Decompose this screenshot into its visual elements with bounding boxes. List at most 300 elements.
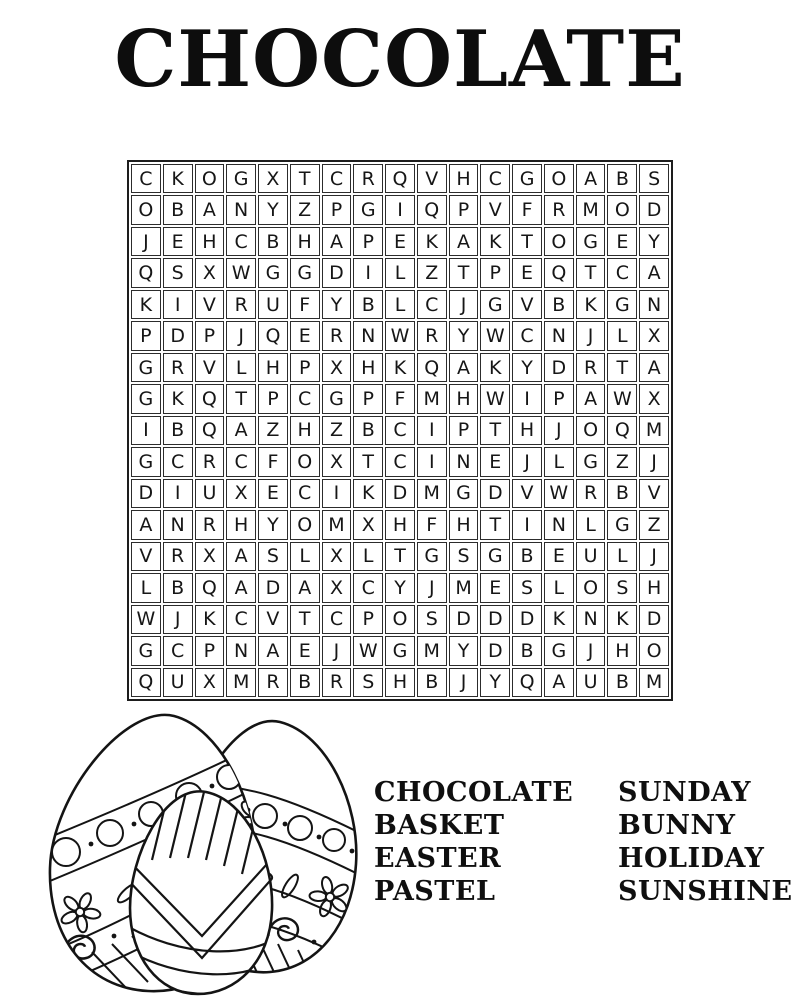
grid-cell-r15c3: K — [195, 605, 225, 634]
grid-cell-r2c3: A — [195, 195, 225, 224]
grid-cell-r5c6: F — [290, 290, 320, 319]
grid-cell-r11c15: R — [576, 479, 606, 508]
grid-cell-r1c3: O — [195, 164, 225, 193]
word-list-item: HOLIDAY — [618, 843, 765, 874]
grid-cell-r4c15: T — [576, 258, 606, 287]
grid-cell-r13c2: R — [163, 542, 193, 571]
grid-cell-r1c4: G — [226, 164, 256, 193]
grid-cell-r3c2: E — [163, 227, 193, 256]
grid-cell-r1c7: C — [322, 164, 352, 193]
grid-cell-r10c12: E — [480, 447, 510, 476]
grid-cell-r13c4: A — [226, 542, 256, 571]
grid-cell-r9c3: Q — [195, 416, 225, 445]
grid-cell-r3c14: O — [544, 227, 574, 256]
grid-cell-r7c7: X — [322, 353, 352, 382]
grid-cell-r7c2: R — [163, 353, 193, 382]
grid-cell-r1c6: T — [290, 164, 320, 193]
grid-cell-r6c8: N — [353, 321, 383, 350]
grid-cell-r12c15: L — [576, 510, 606, 539]
grid-cell-r15c17: D — [639, 605, 669, 634]
grid-cell-r7c15: R — [576, 353, 606, 382]
grid-cell-r13c15: U — [576, 542, 606, 571]
grid-cell-r13c3: X — [195, 542, 225, 571]
grid-cell-r13c16: L — [607, 542, 637, 571]
grid-cell-r15c13: D — [512, 605, 542, 634]
grid-cell-r13c1: V — [131, 542, 161, 571]
grid-cell-r6c1: P — [131, 321, 161, 350]
grid-cell-r12c7: M — [322, 510, 352, 539]
grid-cell-r10c8: T — [353, 447, 383, 476]
grid-cell-r4c13: E — [512, 258, 542, 287]
grid-cell-r10c10: I — [417, 447, 447, 476]
grid-cell-r6c7: R — [322, 321, 352, 350]
grid-cell-r4c6: G — [290, 258, 320, 287]
grid-cell-r15c14: K — [544, 605, 574, 634]
grid-cell-r9c4: A — [226, 416, 256, 445]
grid-cell-r7c1: G — [131, 353, 161, 382]
grid-cell-r16c11: Y — [449, 636, 479, 665]
grid-cell-r17c16: B — [607, 668, 637, 697]
grid-cell-r7c13: Y — [512, 353, 542, 382]
grid-cell-r12c13: I — [512, 510, 542, 539]
grid-cell-r8c11: H — [449, 384, 479, 413]
grid-cell-r14c7: X — [322, 573, 352, 602]
grid-cell-r17c15: U — [576, 668, 606, 697]
grid-cell-r4c5: G — [258, 258, 288, 287]
grid-cell-r6c5: Q — [258, 321, 288, 350]
grid-cell-r3c3: H — [195, 227, 225, 256]
grid-cell-r7c11: A — [449, 353, 479, 382]
grid-cell-r11c2: I — [163, 479, 193, 508]
grid-cell-r7c17: A — [639, 353, 669, 382]
grid-cell-r2c11: P — [449, 195, 479, 224]
grid-cell-r9c9: C — [385, 416, 415, 445]
grid-cell-r6c17: X — [639, 321, 669, 350]
grid-cell-r7c16: T — [607, 353, 637, 382]
grid-cell-r5c12: G — [480, 290, 510, 319]
grid-cell-r14c1: L — [131, 573, 161, 602]
grid-cell-r7c5: H — [258, 353, 288, 382]
grid-cell-r12c8: X — [353, 510, 383, 539]
word-list-column-1 — [374, 776, 618, 908]
grid-cell-r8c6: C — [290, 384, 320, 413]
grid-cell-r6c4: J — [226, 321, 256, 350]
grid-cell-r10c7: X — [322, 447, 352, 476]
grid-cell-r14c10: J — [417, 573, 447, 602]
grid-cell-r2c16: O — [607, 195, 637, 224]
grid-cell-r13c6: L — [290, 542, 320, 571]
grid-cell-r15c12: D — [480, 605, 510, 634]
grid-cell-r3c11: A — [449, 227, 479, 256]
grid-cell-r2c8: G — [353, 195, 383, 224]
grid-cell-r5c11: J — [449, 290, 479, 319]
grid-cell-r8c8: P — [353, 384, 383, 413]
grid-cell-r5c1: K — [131, 290, 161, 319]
grid-cell-r13c5: S — [258, 542, 288, 571]
grid-cell-r12c5: Y — [258, 510, 288, 539]
grid-cell-r17c8: S — [353, 668, 383, 697]
grid-cell-r3c13: T — [512, 227, 542, 256]
grid-cell-r2c13: F — [512, 195, 542, 224]
grid-cell-r5c14: B — [544, 290, 574, 319]
grid-cell-r3c15: G — [576, 227, 606, 256]
grid-cell-r10c5: F — [258, 447, 288, 476]
grid-cell-r6c14: N — [544, 321, 574, 350]
grid-cell-r9c2: B — [163, 416, 193, 445]
grid-cell-r4c12: P — [480, 258, 510, 287]
grid-cell-r3c16: E — [607, 227, 637, 256]
grid-cell-r16c2: C — [163, 636, 193, 665]
grid-cell-r15c15: N — [576, 605, 606, 634]
grid-cell-r13c13: B — [512, 542, 542, 571]
grid-cell-r11c7: I — [322, 479, 352, 508]
grid-cell-r2c1: O — [131, 195, 161, 224]
grid-cell-r5c3: V — [195, 290, 225, 319]
grid-cell-r13c11: S — [449, 542, 479, 571]
grid-cell-r16c10: M — [417, 636, 447, 665]
grid-cell-r3c17: Y — [639, 227, 669, 256]
grid-cell-r4c9: L — [385, 258, 415, 287]
grid-cell-r10c3: R — [195, 447, 225, 476]
grid-cell-r6c15: J — [576, 321, 606, 350]
grid-cell-r16c7: J — [322, 636, 352, 665]
grid-cell-r2c14: R — [544, 195, 574, 224]
grid-cell-r4c8: I — [353, 258, 383, 287]
grid-cell-r15c7: C — [322, 605, 352, 634]
grid-cell-r14c17: H — [639, 573, 669, 602]
grid-cell-r1c9: Q — [385, 164, 415, 193]
grid-cell-r16c14: G — [544, 636, 574, 665]
grid-cell-r8c9: F — [385, 384, 415, 413]
grid-cell-r1c10: V — [417, 164, 447, 193]
grid-cell-r1c15: A — [576, 164, 606, 193]
grid-cell-r14c6: A — [290, 573, 320, 602]
grid-cell-r13c9: T — [385, 542, 415, 571]
grid-cell-r13c7: X — [322, 542, 352, 571]
grid-cell-r7c10: Q — [417, 353, 447, 382]
grid-cell-r15c11: D — [449, 605, 479, 634]
grid-cell-r10c13: J — [512, 447, 542, 476]
word-list-item: BUNNY — [618, 810, 736, 841]
grid-cell-r6c2: D — [163, 321, 193, 350]
grid-cell-r15c6: T — [290, 605, 320, 634]
grid-cell-r14c5: D — [258, 573, 288, 602]
grid-cell-r14c15: O — [576, 573, 606, 602]
grid-cell-r1c14: O — [544, 164, 574, 193]
grid-cell-r9c13: H — [512, 416, 542, 445]
grid-cell-r5c15: K — [576, 290, 606, 319]
grid-cell-r7c8: H — [353, 353, 383, 382]
grid-cell-r2c12: V — [480, 195, 510, 224]
grid-cell-r14c2: B — [163, 573, 193, 602]
grid-cell-r17c4: M — [226, 668, 256, 697]
grid-cell-r12c4: H — [226, 510, 256, 539]
grid-cell-r16c17: O — [639, 636, 669, 665]
grid-cell-r3c7: A — [322, 227, 352, 256]
grid-cell-r6c12: W — [480, 321, 510, 350]
grid-cell-r12c3: R — [195, 510, 225, 539]
grid-cell-r6c10: R — [417, 321, 447, 350]
grid-cell-r15c5: V — [258, 605, 288, 634]
grid-cell-r17c6: B — [290, 668, 320, 697]
word-list — [374, 776, 793, 908]
grid-cell-r14c3: Q — [195, 573, 225, 602]
grid-cell-r16c16: H — [607, 636, 637, 665]
grid-cell-r16c4: N — [226, 636, 256, 665]
grid-cell-r7c14: D — [544, 353, 574, 382]
word-search-grid — [127, 160, 673, 701]
grid-cell-r11c12: D — [480, 479, 510, 508]
grid-cell-r5c8: B — [353, 290, 383, 319]
grid-cell-r5c13: V — [512, 290, 542, 319]
grid-cell-r1c2: K — [163, 164, 193, 193]
grid-cell-r8c15: A — [576, 384, 606, 413]
grid-cell-r1c8: R — [353, 164, 383, 193]
grid-cell-r6c13: C — [512, 321, 542, 350]
grid-cell-r10c15: G — [576, 447, 606, 476]
grid-cell-r8c4: T — [226, 384, 256, 413]
grid-cell-r4c1: Q — [131, 258, 161, 287]
grid-cell-r12c11: H — [449, 510, 479, 539]
grid-cell-r14c4: A — [226, 573, 256, 602]
grid-cell-r12c10: F — [417, 510, 447, 539]
grid-cell-r17c13: Q — [512, 668, 542, 697]
grid-cell-r1c5: X — [258, 164, 288, 193]
grid-cell-r5c7: Y — [322, 290, 352, 319]
grid-cell-r6c16: L — [607, 321, 637, 350]
grid-cell-r12c9: H — [385, 510, 415, 539]
grid-cell-r9c7: Z — [322, 416, 352, 445]
grid-cell-r15c9: O — [385, 605, 415, 634]
grid-cell-r14c13: S — [512, 573, 542, 602]
grid-cell-r2c6: Z — [290, 195, 320, 224]
grid-cell-r2c5: Y — [258, 195, 288, 224]
grid-cell-r2c7: P — [322, 195, 352, 224]
grid-cell-r11c6: C — [290, 479, 320, 508]
grid-cell-r11c8: K — [353, 479, 383, 508]
grid-cell-r2c4: N — [226, 195, 256, 224]
grid-cell-r15c2: J — [163, 605, 193, 634]
grid-cell-r9c6: H — [290, 416, 320, 445]
grid-cell-r1c17: S — [639, 164, 669, 193]
grid-cell-r1c11: H — [449, 164, 479, 193]
grid-cell-r5c4: R — [226, 290, 256, 319]
grid-cell-r11c10: M — [417, 479, 447, 508]
grid-cell-r11c9: D — [385, 479, 415, 508]
grid-cell-r3c6: H — [290, 227, 320, 256]
grid-cell-r16c5: A — [258, 636, 288, 665]
grid-cell-r14c9: Y — [385, 573, 415, 602]
grid-cell-r17c3: X — [195, 668, 225, 697]
grid-cell-r17c2: U — [163, 668, 193, 697]
grid-cell-r11c4: X — [226, 479, 256, 508]
grid-cell-r4c4: W — [226, 258, 256, 287]
grid-cell-r12c2: N — [163, 510, 193, 539]
grid-cell-r2c9: I — [385, 195, 415, 224]
grid-cell-r16c8: W — [353, 636, 383, 665]
grid-cell-r2c17: D — [639, 195, 669, 224]
grid-cell-r9c1: I — [131, 416, 161, 445]
grid-cell-r12c12: T — [480, 510, 510, 539]
grid-cell-r17c12: Y — [480, 668, 510, 697]
grid-cell-r13c12: G — [480, 542, 510, 571]
grid-cell-r4c10: Z — [417, 258, 447, 287]
word-list-item: EASTER — [374, 843, 502, 874]
grid-cell-r9c10: I — [417, 416, 447, 445]
grid-cell-r11c14: W — [544, 479, 574, 508]
grid-cell-r9c17: M — [639, 416, 669, 445]
grid-cell-r14c11: M — [449, 573, 479, 602]
grid-cell-r15c16: K — [607, 605, 637, 634]
grid-cell-r13c10: G — [417, 542, 447, 571]
grid-cell-r11c13: V — [512, 479, 542, 508]
grid-cell-r8c1: G — [131, 384, 161, 413]
grid-cell-r8c13: I — [512, 384, 542, 413]
grid-cell-r6c11: Y — [449, 321, 479, 350]
word-list-item: SUNDAY — [618, 777, 752, 808]
grid-cell-r12c17: Z — [639, 510, 669, 539]
grid-cell-r8c12: W — [480, 384, 510, 413]
grid-cell-r10c17: J — [639, 447, 669, 476]
grid-cell-r13c8: L — [353, 542, 383, 571]
grid-cell-r16c1: G — [131, 636, 161, 665]
grid-cell-r7c9: K — [385, 353, 415, 382]
grid-cell-r12c16: G — [607, 510, 637, 539]
grid-cell-r8c2: K — [163, 384, 193, 413]
grid-cell-r10c4: C — [226, 447, 256, 476]
grid-cell-r10c14: L — [544, 447, 574, 476]
grid-cell-r4c14: Q — [544, 258, 574, 287]
grid-cell-r11c1: D — [131, 479, 161, 508]
grid-cell-r17c9: H — [385, 668, 415, 697]
grid-cell-r9c5: Z — [258, 416, 288, 445]
easter-eggs-illustration — [22, 706, 370, 998]
grid-cell-r17c7: R — [322, 668, 352, 697]
grid-cell-r7c6: P — [290, 353, 320, 382]
grid-cell-r5c10: C — [417, 290, 447, 319]
grid-cell-r7c3: V — [195, 353, 225, 382]
grid-cell-r5c9: L — [385, 290, 415, 319]
grid-cell-r13c17: J — [639, 542, 669, 571]
grid-cell-r16c6: E — [290, 636, 320, 665]
grid-cell-r9c16: Q — [607, 416, 637, 445]
grid-cell-r8c3: Q — [195, 384, 225, 413]
grid-cell-r4c17: A — [639, 258, 669, 287]
grid-cell-r8c14: P — [544, 384, 574, 413]
grid-cell-r17c5: R — [258, 668, 288, 697]
grid-cell-r15c1: W — [131, 605, 161, 634]
grid-cell-r2c15: M — [576, 195, 606, 224]
grid-cell-r2c10: Q — [417, 195, 447, 224]
grid-cell-r12c6: O — [290, 510, 320, 539]
grid-cell-r7c4: L — [226, 353, 256, 382]
grid-cell-r10c1: G — [131, 447, 161, 476]
grid-cell-r14c14: L — [544, 573, 574, 602]
grid-cell-r12c14: N — [544, 510, 574, 539]
grid-cell-r8c10: M — [417, 384, 447, 413]
grid-cell-r16c9: G — [385, 636, 415, 665]
grid-cell-r15c8: P — [353, 605, 383, 634]
grid-cell-r17c10: B — [417, 668, 447, 697]
grid-cell-r16c12: D — [480, 636, 510, 665]
grid-cell-r3c10: K — [417, 227, 447, 256]
grid-cell-r11c3: U — [195, 479, 225, 508]
word-list-item: SUNSHINE — [618, 876, 793, 907]
grid-cell-r10c6: O — [290, 447, 320, 476]
page-title: CHOCOLATE — [114, 14, 686, 105]
grid-cell-r15c10: S — [417, 605, 447, 634]
grid-cell-r8c5: P — [258, 384, 288, 413]
grid-cell-r3c12: K — [480, 227, 510, 256]
grid-cell-r3c4: C — [226, 227, 256, 256]
grid-cell-r10c9: C — [385, 447, 415, 476]
grid-cell-r4c2: S — [163, 258, 193, 287]
grid-cell-r11c17: V — [639, 479, 669, 508]
grid-cell-r10c11: N — [449, 447, 479, 476]
grid-cell-r17c1: Q — [131, 668, 161, 697]
grid-cell-r9c8: B — [353, 416, 383, 445]
grid-cell-r14c16: S — [607, 573, 637, 602]
grid-cell-r16c13: B — [512, 636, 542, 665]
grid-cell-r10c16: Z — [607, 447, 637, 476]
grid-cell-r17c11: J — [449, 668, 479, 697]
grid-cell-r15c4: C — [226, 605, 256, 634]
grid-cell-r5c5: U — [258, 290, 288, 319]
word-list-item: PASTEL — [374, 876, 496, 907]
grid-cell-r17c14: A — [544, 668, 574, 697]
grid-cell-r5c2: I — [163, 290, 193, 319]
grid-cell-r6c3: P — [195, 321, 225, 350]
grid-cell-r1c16: B — [607, 164, 637, 193]
grid-cell-r8c7: G — [322, 384, 352, 413]
grid-cell-r8c16: W — [607, 384, 637, 413]
grid-cell-r14c8: C — [353, 573, 383, 602]
grid-cell-r13c14: E — [544, 542, 574, 571]
grid-cell-r9c14: J — [544, 416, 574, 445]
grid-cell-r11c11: G — [449, 479, 479, 508]
grid-cell-r7c12: K — [480, 353, 510, 382]
grid-cell-r4c16: C — [607, 258, 637, 287]
grid-cell-r2c2: B — [163, 195, 193, 224]
grid-cell-r3c1: J — [131, 227, 161, 256]
grid-cell-r4c11: T — [449, 258, 479, 287]
grid-cell-r1c1: C — [131, 164, 161, 193]
grid-cell-r9c11: P — [449, 416, 479, 445]
grid-cell-r4c3: X — [195, 258, 225, 287]
grid-cell-r14c12: E — [480, 573, 510, 602]
grid-cell-r8c17: X — [639, 384, 669, 413]
grid-cell-r3c5: B — [258, 227, 288, 256]
grid-cell-r12c1: A — [131, 510, 161, 539]
word-list-item: CHOCOLATE — [374, 777, 574, 808]
word-list-column-2 — [618, 776, 793, 908]
grid-cell-r1c12: C — [480, 164, 510, 193]
grid-cell-r3c8: P — [353, 227, 383, 256]
word-list-item: BASKET — [374, 810, 505, 841]
grid-cell-r6c9: W — [385, 321, 415, 350]
grid-cell-r5c17: N — [639, 290, 669, 319]
grid-cell-r9c12: T — [480, 416, 510, 445]
grid-cell-r17c17: M — [639, 668, 669, 697]
grid-cell-r5c16: G — [607, 290, 637, 319]
grid-cell-r11c5: E — [258, 479, 288, 508]
grid-cell-r1c13: G — [512, 164, 542, 193]
grid-cell-r9c15: O — [576, 416, 606, 445]
grid-cell-r16c15: J — [576, 636, 606, 665]
grid-cell-r11c16: B — [607, 479, 637, 508]
grid-cell-r3c9: E — [385, 227, 415, 256]
grid-cell-r4c7: D — [322, 258, 352, 287]
